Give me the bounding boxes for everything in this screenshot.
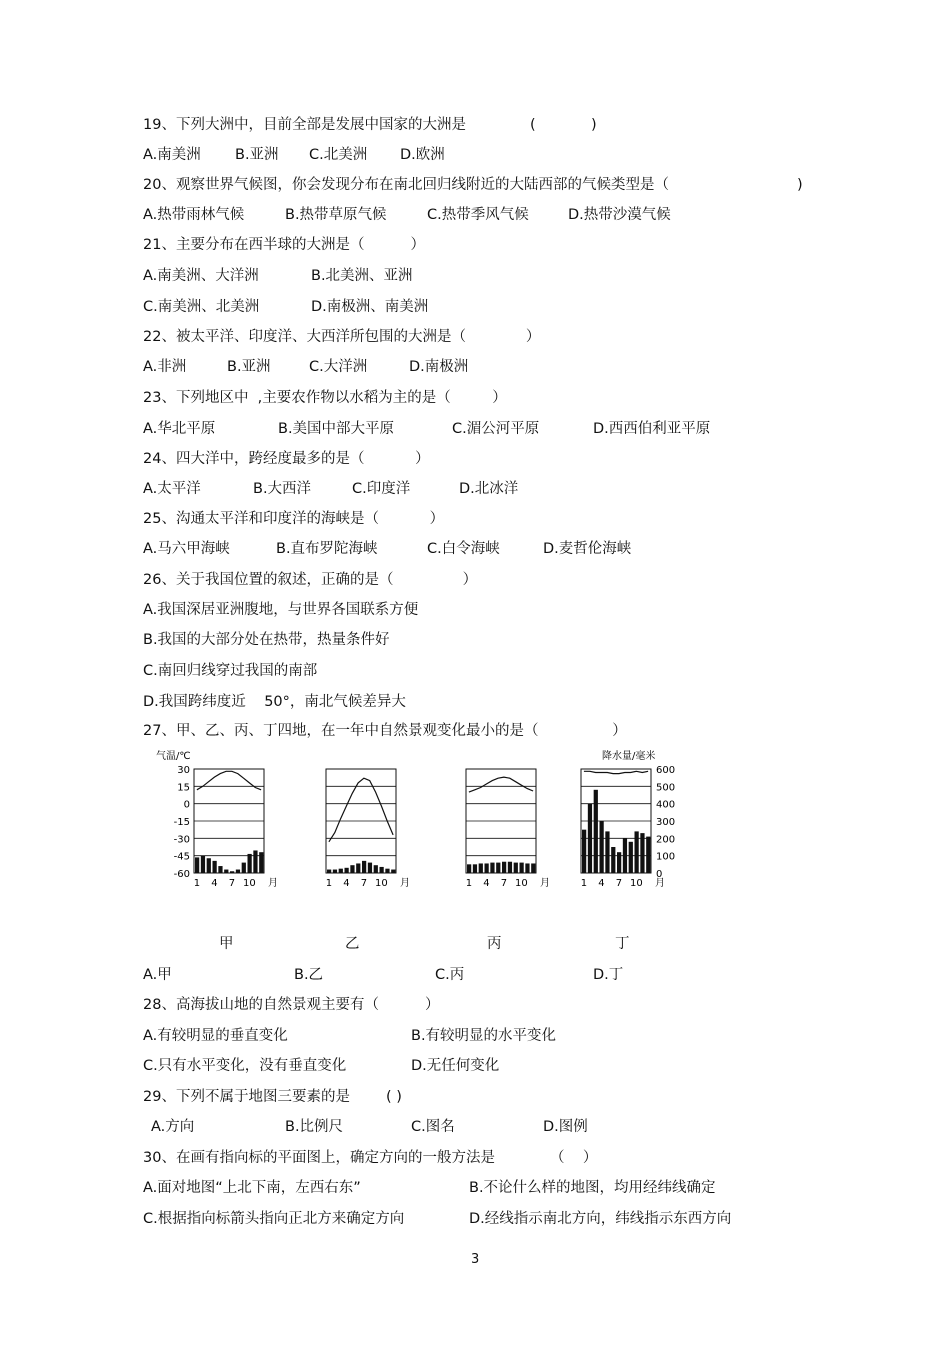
month-tick-label: 7: [360, 878, 368, 889]
temp-tick-label: -30: [173, 834, 190, 846]
q25-option-a: A.马六甲海峡: [143, 541, 230, 557]
month-tick-label: 7: [500, 878, 508, 889]
month-tick-label: 10: [515, 878, 528, 889]
q20-option-d: D.热带沙漠气候: [568, 207, 671, 223]
q23-stem: 23、下列地区中 ,主要农作物以水稻为主的是（ ）: [143, 390, 507, 406]
precip-bar: [368, 863, 372, 873]
month-tick-label: 10: [375, 878, 388, 889]
climate-panel-3: [466, 769, 550, 889]
temperature-line: [584, 771, 648, 773]
q22-option-a: A.非洲: [143, 359, 187, 375]
precip-tick-label: 500: [656, 782, 676, 794]
precip-tick-label: 400: [656, 799, 676, 811]
month-unit-label: 月: [655, 878, 665, 889]
precip-bar: [617, 852, 621, 873]
month-tick-label: 4: [483, 878, 490, 889]
q29-answer-paren: ( ): [386, 1089, 402, 1105]
q30-option-d: D.经线指示南北方向，纬线指示东西方向: [469, 1211, 732, 1227]
q21-option-b: B.北美洲、亚洲: [311, 268, 413, 284]
q21-stem: 21、主要分布在西半球的大洲是（ ）: [143, 237, 426, 253]
precip-bar: [623, 838, 627, 873]
month-tick-label: 7: [228, 878, 236, 889]
precip-tick-label: 200: [656, 834, 676, 846]
q24-option-b: B.大西洋: [253, 481, 312, 497]
caption-yi: 乙: [345, 936, 360, 952]
precip-bar: [339, 869, 343, 873]
month-tick-label: 1: [193, 878, 201, 889]
precip-bar: [473, 864, 477, 873]
q23-option-a: A.华北平原: [143, 421, 216, 437]
month-unit-label: 月: [400, 878, 410, 889]
precip-bar: [582, 830, 586, 873]
precip-bar: [230, 871, 234, 873]
precip-bar: [253, 850, 257, 873]
q24-option-c: C.印度洋: [352, 481, 411, 497]
temp-tick-label: -15: [173, 817, 190, 828]
q26-option-c: C.南回归线穿过我国的南部: [143, 663, 318, 679]
q19-option-c: C.北美洲: [309, 147, 368, 163]
precip-tick-labels: [656, 765, 675, 880]
month-tick-label: 10: [243, 878, 256, 889]
q29-option-d: D.图例: [543, 1119, 588, 1135]
q30-answer-paren: （ ）: [550, 1150, 598, 1166]
q23-option-c: C.湄公河平原: [452, 421, 540, 437]
precip-bar: [490, 863, 494, 873]
q30-option-b: B.不论什么样的地图，均用经纬线确定: [469, 1180, 716, 1196]
precip-tick-label: 600: [656, 765, 676, 776]
precip-bar: [600, 821, 604, 873]
precip-tick-label: 0: [656, 869, 663, 880]
precip-bar: [259, 852, 263, 873]
q20-option-c: C.热带季风气候: [427, 207, 529, 223]
precip-bar: [646, 837, 650, 873]
precip-bar: [485, 863, 489, 873]
precip-bar: [502, 862, 506, 873]
precip-bar: [594, 790, 598, 873]
q30-option-a: A.面对地图“上北下南，左西右东”: [143, 1180, 361, 1196]
precip-bar: [213, 861, 217, 873]
month-tick-label: 1: [325, 878, 333, 889]
precip-bar: [380, 867, 384, 873]
q19-stem: 19、下列大洲中，目前全部是发展中国家的大洲是: [143, 117, 466, 133]
q30-option-c: C.根据指向标箭头指向正北方来确定方向: [143, 1211, 405, 1227]
temperature-line: [469, 777, 533, 792]
precip-bar: [374, 865, 378, 873]
month-unit-label: 月: [540, 878, 550, 889]
q24-stem: 24、四大洋中，跨经度最多的是（ ）: [143, 451, 430, 467]
q20-stem: 20、观察世界气候图，你会发现分布在南北回归线附近的大陆西部的气候类型是（: [143, 177, 669, 193]
q21-option-c: C.南美洲、北美洲: [143, 299, 260, 315]
q29-option-c: C.图名: [411, 1119, 455, 1135]
month-unit-label: 月: [268, 878, 278, 889]
precip-bar: [525, 863, 529, 873]
q25-stem: 25、沟通太平洋和印度洋的海峡是（ ）: [143, 511, 445, 527]
precip-bar: [467, 864, 471, 873]
precip-bar: [385, 869, 389, 873]
climate-panel-1: [194, 769, 278, 889]
q24-option-d: D.北冰洋: [459, 481, 519, 497]
q19-option-a: A.南美洲: [143, 147, 201, 163]
precip-bar: [605, 831, 609, 873]
q29-option-a: A.方向: [151, 1119, 195, 1135]
climate-panel-2: [326, 769, 410, 889]
q23-option-d: D.西西伯利亚平原: [593, 421, 711, 437]
q25-option-d: D.麦哲伦海峡: [543, 541, 632, 557]
q25-option-b: B.直布罗陀海峡: [276, 541, 378, 557]
precip-bar: [207, 858, 211, 873]
precip-bar: [588, 804, 592, 873]
q19-option-b: B.亚洲: [235, 147, 279, 163]
page-number: 3: [471, 1252, 480, 1267]
q21-option-d: D.南极洲、南美洲: [311, 299, 429, 315]
month-tick-label: 1: [465, 878, 473, 889]
precip-bar: [508, 862, 512, 873]
q22-option-b: B.亚洲: [227, 359, 271, 375]
temp-tick-label: 30: [177, 765, 190, 776]
q26-option-d: D.我国跨纬度近 50°，南北气候差异大: [143, 694, 406, 710]
month-tick-label: 4: [343, 878, 350, 889]
month-tick-label: 1: [580, 878, 588, 889]
q27-option-a: A.甲: [143, 967, 172, 983]
precip-bar: [391, 870, 395, 873]
temp-axis-title: 气温/℃: [156, 751, 191, 762]
precip-bar: [236, 870, 240, 873]
q27-stem: 27、甲、乙、丙、丁四地，在一年中自然景观变化最小的是（ ）: [143, 723, 627, 739]
q28-option-b: B.有较明显的水平变化: [411, 1028, 557, 1044]
precip-bar: [345, 868, 349, 873]
caption-bing: 丙: [487, 936, 502, 952]
climate-charts: [150, 745, 710, 895]
precip-bar: [248, 854, 252, 873]
month-tick-label: 7: [615, 878, 623, 889]
q26-option-b: B.我国的大部分处在热带，热量条件好: [143, 632, 390, 648]
q23-option-b: B.美国中部大平原: [278, 421, 395, 437]
temp-tick-labels: [174, 765, 190, 880]
precip-bar: [242, 863, 246, 873]
q30-stem: 30、在画有指向标的平面图上，确定方向的一般方法是: [143, 1150, 495, 1166]
precip-bar: [640, 833, 644, 873]
month-tick-label: 10: [630, 878, 643, 889]
precip-bar: [327, 870, 331, 873]
caption-jia: 甲: [219, 936, 234, 952]
q26-stem: 26、关于我国位置的叙述，正确的是（ ）: [143, 572, 478, 588]
precip-bar: [201, 856, 205, 873]
q24-option-a: A.太平洋: [143, 481, 201, 497]
precip-bar: [350, 865, 354, 873]
precip-bar: [635, 831, 639, 873]
precip-bar: [496, 863, 500, 873]
month-tick-label: 4: [211, 878, 218, 889]
precip-bar: [362, 861, 366, 873]
q20-option-a: A.热带雨林气候: [143, 207, 245, 223]
precip-bar: [514, 863, 518, 873]
precip-bar: [218, 866, 222, 873]
precip-bar: [479, 863, 483, 873]
temp-tick-label: -45: [173, 851, 190, 863]
q28-option-c: C.只有水平变化，没有垂直变化: [143, 1058, 347, 1074]
temperature-line: [329, 778, 393, 842]
temp-tick-label: -60: [173, 869, 190, 880]
q28-option-a: A.有较明显的垂直变化: [143, 1028, 288, 1044]
chart-panels: [194, 769, 665, 889]
q29-stem: 29、下列不属于地图三要素的是: [143, 1089, 350, 1105]
month-tick-label: 4: [598, 878, 605, 889]
precip-bar: [356, 863, 360, 873]
temp-tick-label: 15: [177, 782, 190, 794]
q27-option-d: D.丁: [593, 967, 624, 983]
precip-bar: [520, 863, 524, 873]
q20-answer-paren: ): [797, 177, 803, 193]
q20-option-b: B.热带草原气候: [285, 207, 387, 223]
precip-bar: [224, 870, 228, 873]
precip-bar: [531, 863, 535, 873]
q29-option-b: B.比例尺: [285, 1119, 344, 1135]
climate-panel-4: [581, 769, 665, 889]
q27-option-b: B.乙: [294, 967, 324, 983]
precip-bar: [195, 857, 199, 873]
temperature-line: [197, 771, 261, 790]
q27-option-c: C.丙: [435, 967, 465, 983]
precip-axis-title: 降水量/毫米: [602, 751, 656, 762]
precip-bar: [333, 870, 337, 873]
q21-option-a: A.南美洲、大洋洲: [143, 268, 259, 284]
precip-bar: [629, 842, 633, 873]
q22-option-d: D.南极洲: [409, 359, 469, 375]
q19-answer-paren: ( ): [530, 117, 597, 133]
precip-tick-label: 100: [656, 851, 676, 863]
q22-stem: 22、被太平洋、印度洋、大西洋所包围的大洲是（ ）: [143, 329, 541, 345]
temp-tick-label: 0: [183, 799, 190, 811]
q19-option-d: D.欧洲: [400, 147, 445, 163]
q28-stem: 28、高海拔山地的自然景观主要有（ ）: [143, 997, 440, 1013]
precip-tick-label: 300: [656, 817, 676, 828]
q25-option-c: C.白令海峡: [427, 541, 500, 557]
precip-bar: [611, 847, 615, 873]
caption-ding: 丁: [615, 936, 630, 952]
q22-option-c: C.大洋洲: [309, 359, 368, 375]
q28-option-d: D.无任何变化: [411, 1058, 500, 1074]
q26-option-a: A.我国深居亚洲腹地，与世界各国联系方便: [143, 602, 419, 618]
